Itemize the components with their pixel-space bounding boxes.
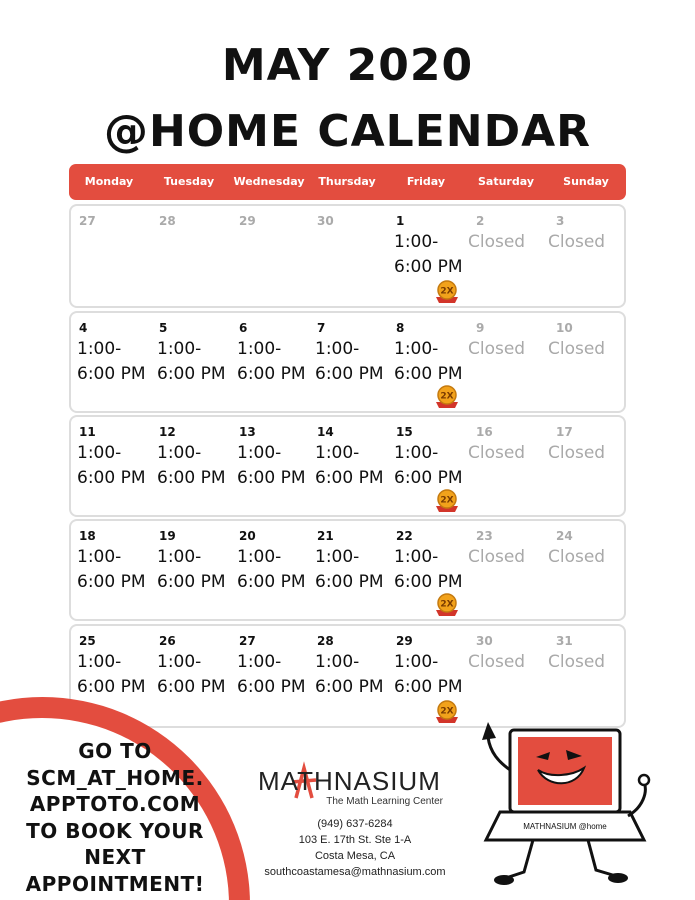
day-number: 2 <box>476 214 485 228</box>
day-cell <box>231 206 311 306</box>
day-number: 14 <box>317 425 334 439</box>
day-number: 24 <box>556 529 573 543</box>
mascot-screen-label: MATHNASIUM @home <box>523 822 607 831</box>
badge-label: 2X <box>440 495 454 506</box>
week-row <box>69 519 626 621</box>
day-cell <box>548 206 628 306</box>
open-hours: 1:00- 6:00 PM <box>77 339 146 384</box>
weekday-tuesday: Tuesday <box>163 175 215 188</box>
day-number: 6 <box>239 321 248 335</box>
open-hours: 1:00- 6:00 PM <box>157 443 226 488</box>
open-hours: 1:00- 6:00 PM <box>394 652 463 697</box>
open-hours: 1:00- 6:00 PM <box>77 652 146 697</box>
open-hours: 1:00- 6:00 PM <box>237 547 306 592</box>
closed-label: Closed <box>548 232 606 252</box>
day-number: 28 <box>317 634 334 648</box>
weekday-friday: Friday <box>406 175 446 188</box>
day-number: 23 <box>476 529 493 543</box>
day-number: 28 <box>159 214 176 228</box>
logo-text: MATHNASIUM <box>258 766 441 796</box>
day-number: 21 <box>317 529 334 543</box>
day-cell <box>231 626 311 726</box>
booking-call-to-action <box>5 738 225 897</box>
cta-line: NEXT <box>84 845 146 869</box>
closed-label: Closed <box>468 339 526 359</box>
double-points-badge-icon <box>433 699 461 725</box>
day-cell <box>231 417 311 515</box>
day-number: 18 <box>79 529 96 543</box>
open-hours: 1:00- 6:00 PM <box>237 339 306 384</box>
badge-label: 2X <box>440 599 454 610</box>
day-number: 7 <box>317 321 326 335</box>
day-number: 30 <box>476 634 493 648</box>
closed-label: Closed <box>468 232 526 252</box>
day-cell <box>309 626 389 726</box>
day-cell <box>151 521 231 619</box>
day-cell <box>468 313 548 411</box>
day-number: 30 <box>317 214 334 228</box>
open-hours: 1:00- 6:00 PM <box>315 652 384 697</box>
day-cell <box>151 206 231 306</box>
weekday-header <box>69 164 626 200</box>
open-hours: 1:00- 6:00 PM <box>157 652 226 697</box>
day-number: 12 <box>159 425 176 439</box>
day-cell <box>71 313 151 411</box>
day-number: 22 <box>396 529 413 543</box>
cta-line: APPTOTO.COM <box>29 792 201 816</box>
day-number: 25 <box>79 634 96 648</box>
weekday-sunday: Sunday <box>563 175 609 188</box>
open-hours: 1:00- 6:00 PM <box>237 443 306 488</box>
day-cell <box>71 206 151 306</box>
day-number: 27 <box>239 634 256 648</box>
brand-address-line1: 103 E. 17th St. Ste 1-A <box>298 834 412 846</box>
day-cell <box>231 313 311 411</box>
open-hours: 1:00- 6:00 PM <box>77 547 146 592</box>
double-points-badge-icon <box>433 488 461 514</box>
open-hours: 1:00- 6:00 PM <box>394 547 463 592</box>
open-hours: 1:00- 6:00 PM <box>315 443 384 488</box>
day-number: 16 <box>476 425 493 439</box>
day-cell <box>468 626 548 726</box>
day-cell <box>388 521 468 619</box>
cta-line: APPOINTMENT! <box>25 871 205 896</box>
laptop-mascot-icon <box>478 712 653 892</box>
day-number: 13 <box>239 425 256 439</box>
brand-phone: (949) 637-6284 <box>317 818 393 830</box>
day-cell <box>309 313 389 411</box>
day-cell <box>151 626 231 726</box>
open-hours: 1:00- 6:00 PM <box>157 547 226 592</box>
weekday-monday: Monday <box>84 175 134 188</box>
closed-label: Closed <box>548 652 606 672</box>
brand-email: southcoastamesa@mathnasium.com <box>264 866 446 878</box>
day-number: 15 <box>396 425 413 439</box>
open-hours: 1:00- 6:00 PM <box>315 339 384 384</box>
day-cell <box>71 521 151 619</box>
day-number: 5 <box>159 321 168 335</box>
day-cell <box>548 521 628 619</box>
day-number: 31 <box>556 634 573 648</box>
day-cell <box>548 313 628 411</box>
day-number: 27 <box>79 214 96 228</box>
day-cell <box>309 417 389 515</box>
day-cell <box>231 521 311 619</box>
day-number: 8 <box>396 321 405 335</box>
day-cell <box>468 206 548 306</box>
closed-label: Closed <box>468 443 526 463</box>
weekday-wednesday: Wednesday <box>233 175 305 188</box>
week-row <box>69 415 626 517</box>
day-cell <box>309 206 389 306</box>
badge-label: 2X <box>440 286 454 297</box>
day-cell <box>388 626 468 726</box>
double-points-badge-icon <box>433 384 461 410</box>
double-points-badge-icon <box>433 279 461 305</box>
closed-label: Closed <box>468 547 526 567</box>
day-cell <box>388 417 468 515</box>
day-cell <box>468 521 548 619</box>
brand-address-line2: Costa Mesa, CA <box>314 850 396 862</box>
closed-label: Closed <box>468 652 526 672</box>
day-cell <box>548 626 628 726</box>
day-cell <box>151 417 231 515</box>
day-cell <box>71 417 151 515</box>
double-points-badge-icon <box>433 592 461 618</box>
day-cell <box>151 313 231 411</box>
day-number: 4 <box>79 321 88 335</box>
day-number: 17 <box>556 425 573 439</box>
closed-label: Closed <box>548 443 606 463</box>
day-number: 26 <box>159 634 176 648</box>
day-cell <box>309 521 389 619</box>
calendar-title-home: @HOME CALENDAR <box>103 106 592 157</box>
cta-line: SCM_AT_HOME. <box>26 765 204 790</box>
open-hours: 1:00- 6:00 PM <box>394 232 463 277</box>
day-cell <box>468 417 548 515</box>
day-number: 3 <box>556 214 565 228</box>
day-number: 9 <box>476 321 485 335</box>
weekday-thursday: Thursday <box>318 175 376 188</box>
open-hours: 1:00- 6:00 PM <box>157 339 226 384</box>
weekday-saturday: Saturday <box>478 175 534 188</box>
day-number: 29 <box>239 214 256 228</box>
closed-label: Closed <box>548 339 606 359</box>
day-number: 11 <box>79 425 96 439</box>
closed-label: Closed <box>548 547 606 567</box>
day-number: 29 <box>396 634 413 648</box>
day-cell <box>388 206 468 306</box>
open-hours: 1:00- 6:00 PM <box>394 339 463 384</box>
week-row <box>69 204 626 308</box>
day-cell <box>548 417 628 515</box>
day-cell <box>388 313 468 411</box>
day-number: 19 <box>159 529 176 543</box>
day-number: 10 <box>556 321 573 335</box>
day-number: 1 <box>396 214 405 228</box>
open-hours: 1:00- 6:00 PM <box>77 443 146 488</box>
open-hours: 1:00- 6:00 PM <box>394 443 463 488</box>
open-hours: 1:00- 6:00 PM <box>315 547 384 592</box>
open-hours: 1:00- 6:00 PM <box>237 652 306 697</box>
calendar-title-month: MAY 2020 <box>221 40 474 91</box>
day-number: 20 <box>239 529 256 543</box>
badge-label: 2X <box>440 391 454 402</box>
badge-label: 2X <box>440 706 454 717</box>
week-row <box>69 311 626 413</box>
cta-line: TO BOOK YOUR <box>26 818 204 843</box>
cta-line: GO TO <box>78 739 152 763</box>
brand-tagline: The Math Learning Center <box>326 796 443 807</box>
